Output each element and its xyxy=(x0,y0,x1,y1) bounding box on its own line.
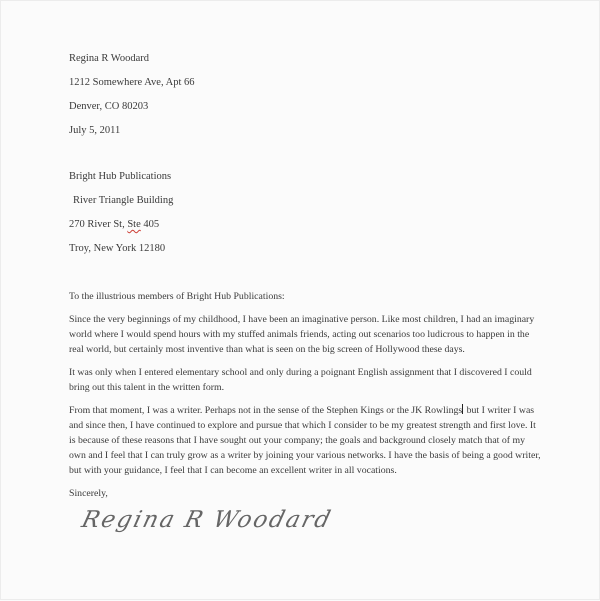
letter-page[interactable] xyxy=(1,1,600,601)
closing: Sincerely, xyxy=(69,488,108,499)
salutation: To the illustrious members of Bright Hub Publications: xyxy=(69,291,285,302)
sender-address-line1: 1212 Somewhere Ave, Apt 66 xyxy=(69,77,195,88)
misspelled-word-ste: Ste xyxy=(127,219,141,230)
recipient-street xyxy=(69,213,545,237)
body-paragraph-2: It was only when I entered elementary school and only during a poignant English assignment that I discovered I could bring out this talent in the written form. xyxy=(69,367,532,393)
paragraph3-before-cursor: From that moment, I was a writer. Perhaps not in the sense of the Stephen Kings or the JK Rowlings xyxy=(69,405,463,416)
sender-block xyxy=(69,47,545,143)
sender-address-line2: Denver, CO 80203 xyxy=(69,101,149,112)
street-suffix: 405 xyxy=(140,219,160,230)
letter-date: July 5, 2011 xyxy=(69,125,121,136)
body-paragraph-3 xyxy=(69,403,543,478)
recipient-company: Bright Hub Publications xyxy=(69,171,172,182)
recipient-city: Troy, New York 12180 xyxy=(69,243,166,254)
recipient-building: River Triangle Building xyxy=(73,195,174,206)
street-prefix: 270 River St, xyxy=(69,219,128,230)
signature: Regina R Woodard xyxy=(79,507,335,533)
body-paragraph-1: Since the very beginnings of my childhood, I have been an imaginative person. Like most children, I had an imaginary world where I would spend hours with my stuffed animals friends, acting out scenarios too ludicrous to happen in the real world, but certainly most inventive than what is seen on the big screen of Hollywood these days. xyxy=(69,314,535,355)
sender-name: Regina R Woodard xyxy=(69,53,150,64)
recipient-block xyxy=(69,165,545,261)
paragraph3-after-cursor: but I writer I was and since then, I have continued to explore and pursue that which I consider to be my greatest strength and first love. It is because of these reasons that I have sought out your company; the goals and background closely match that of my own and I feel that I can truly grow as a writer by joining your various networks. I have the basis of being a good writer, but with your guidance, I feel that I can become an excellent writer in all vocations. xyxy=(69,405,541,476)
